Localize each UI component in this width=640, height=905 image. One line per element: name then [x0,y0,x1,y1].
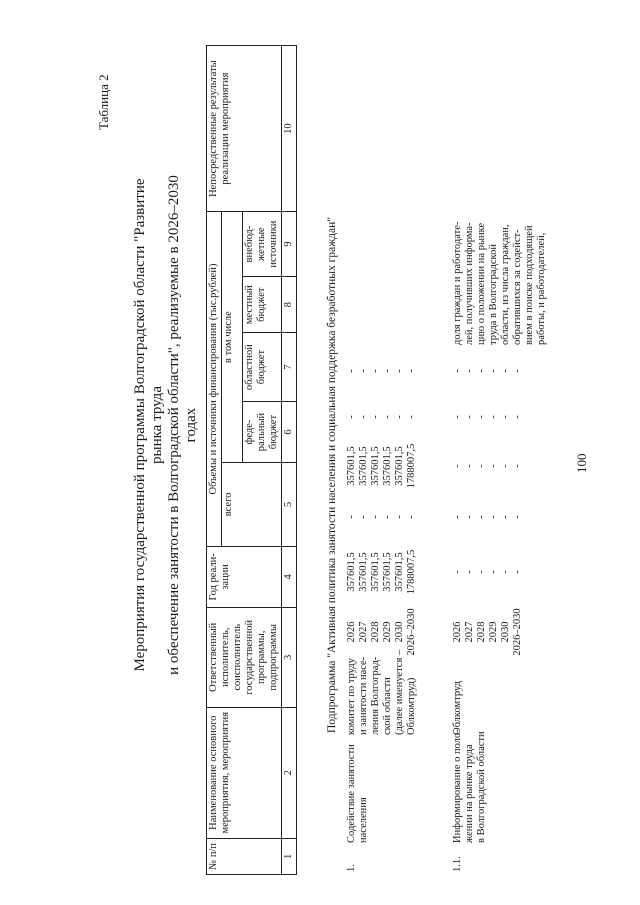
year-value: 2028 [476,621,487,643]
fed-value: - [500,515,511,519]
row-name [452,729,488,843]
reg-value: 357601,5 [346,446,357,486]
header-reg: областной бюджет [243,333,282,402]
loc-value: - [464,415,475,419]
table-label: Таблица 2 [96,74,111,130]
header-table [206,45,297,875]
header-result: Непосредственные результаты реализации мероприятия [207,46,282,212]
loc-value: - [358,415,369,419]
fed-value: - [512,515,523,519]
row-name-line: населения [358,797,369,843]
total-value: 1788007,5 [406,549,417,595]
row-exec-line: ской области [382,677,393,735]
row-result-line: области, из числа граждан, [500,224,511,345]
reg-value: 1788007,5 [406,443,417,489]
year-value: 2026 [452,621,463,643]
fed-value: - [346,515,357,519]
other-value: - [406,369,417,373]
reg-value: - [488,464,499,468]
total-value: 357601,5 [394,552,405,592]
loc-value: - [452,415,463,419]
header-name: Наименование основного мероприятия, мероприятия [207,707,282,838]
header-loc: местный бюджет [243,277,282,333]
reg-value: 357601,5 [382,446,393,486]
reg-value: - [476,464,487,468]
other-value: - [370,369,381,373]
row-result-line: цию о положении на рынке [476,222,487,345]
total-value: - [512,570,523,574]
other-value: - [452,369,463,373]
year-value: 2026–2030 [512,608,523,656]
loc-value: - [346,415,357,419]
fed-value: - [464,515,475,519]
loc-value: - [500,415,511,419]
row-exec [452,660,464,735]
total-value: - [500,570,511,574]
row-exec-line: ления Волгоград- [370,656,381,735]
fed-value: - [382,515,393,519]
row-num: 1.1. [452,856,463,872]
year-value: 2027 [358,621,369,643]
row-reg [346,439,418,493]
document-title [132,175,200,675]
loc-value: - [476,415,487,419]
other-value: - [394,369,405,373]
other-value: - [346,369,357,373]
row-result-line: доля граждан и работодате- [452,221,463,345]
total-value: 357601,5 [370,552,381,592]
row-other [452,347,524,395]
column-number: 5 [282,463,297,547]
total-value: - [464,570,475,574]
column-number: 8 [282,277,297,333]
fed-value: - [394,515,405,519]
row-name-line: Информирование о поло- [452,729,463,843]
year-value: 2028 [370,621,381,643]
reg-value: 357601,5 [394,446,405,486]
column-number: 7 [282,333,297,402]
table-row [452,45,552,875]
other-value: - [512,369,523,373]
other-value: - [488,369,499,373]
row-result-line: работы, и работодателей, [536,232,547,345]
row-exec-line: Облкомтруд [452,681,463,735]
header-other: внебюд-жетные источники [243,212,282,277]
header-funding: Объемы и источники финансирования (тыс.рублей) [207,212,222,547]
loc-value: - [382,415,393,419]
total-value: 357601,5 [382,552,393,592]
row-years [346,603,418,661]
row-exec [346,649,418,735]
header-total: всего [222,463,282,547]
row-fed [346,493,418,541]
table-row [346,45,432,875]
row-loc [452,395,524,439]
table-body [346,45,547,875]
year-value: 2026–2030 [406,608,417,656]
header-exec: Ответственный исполнитель, соисполнитель государственной программы, подпрограммы [207,607,282,707]
header-fed: феде-ральный бюджет [243,401,282,462]
other-value: - [476,369,487,373]
reg-value: 357601,5 [370,446,381,486]
year-value: 2029 [488,621,499,643]
total-value: - [452,570,463,574]
column-number: 4 [282,546,297,607]
header-year: Год реали-зации [207,546,282,607]
row-years [452,603,524,661]
row-reg [452,439,524,493]
column-number: 9 [282,212,297,277]
reg-value: - [500,464,511,468]
reg-value: - [464,464,475,468]
loc-value: - [370,415,381,419]
row-result-line: обратившихся за содейст- [512,229,523,345]
title-line-1: Мероприятия государственной программы Волгоградской области "Развитие рынка труда [132,178,165,672]
reg-value: 357601,5 [358,446,369,486]
total-value: 357601,5 [346,552,357,592]
year-value: 2026 [346,621,357,643]
fed-value: - [370,515,381,519]
subprogram-heading: Подпрограмма "Активная политика занятости населения и социальная поддержка безработных граждан" [326,217,338,733]
row-name [346,738,370,843]
other-value: - [464,369,475,373]
year-value: 2027 [464,621,475,643]
reg-value: - [452,464,463,468]
other-value: - [382,369,393,373]
row-result-line: труда в Волгоградской [488,244,499,345]
year-value: 2030 [394,621,405,643]
fed-value: - [358,515,369,519]
title-line-2: и обеспечение занятости в Волгоградской области", реализуемые в 2026–2030 годах [166,175,199,675]
column-number: 1 [282,838,297,874]
year-value: 2030 [500,621,511,643]
row-fed [452,493,524,541]
fed-value: - [476,515,487,519]
column-number: 6 [282,401,297,462]
fed-value: - [452,515,463,519]
fed-value: - [488,515,499,519]
loc-value: - [406,415,417,419]
row-name-line: жении на рынке труда [464,744,475,843]
loc-value: - [488,415,499,419]
row-result-line: лей, получивших информа- [464,222,475,345]
header-incl: в том числе [222,212,243,463]
row-exec-line: и занятости насе- [358,656,369,735]
column-number: 10 [282,46,297,212]
row-result-line: вием в поиске подходящей [524,225,535,345]
row-loc [346,395,418,439]
other-value: - [500,369,511,373]
year-value: 2029 [382,621,393,643]
column-number: 2 [282,707,297,838]
reg-value: - [512,464,523,468]
row-name-line: Содействие занятости [346,744,357,843]
row-exec-line: комитет по труду [346,658,357,735]
fed-value: - [406,515,417,519]
row-name-line: в Волгоградской области [476,731,487,843]
total-value: - [488,570,499,574]
row-other [346,347,418,395]
page-number: 100 [574,453,589,473]
row-total [346,541,418,603]
column-number: 3 [282,607,297,707]
row-num: 1. [346,864,357,872]
loc-value: - [394,415,405,419]
loc-value: - [512,415,523,419]
row-exec-line: Облкомтруд) [406,677,417,735]
row-total [452,541,524,603]
total-value: - [476,570,487,574]
other-value: - [358,369,369,373]
row-exec-line: (далее именуется – [394,649,405,735]
total-value: 357601,5 [358,552,369,592]
header-num: № п/п [207,838,282,874]
row-result [452,219,548,345]
